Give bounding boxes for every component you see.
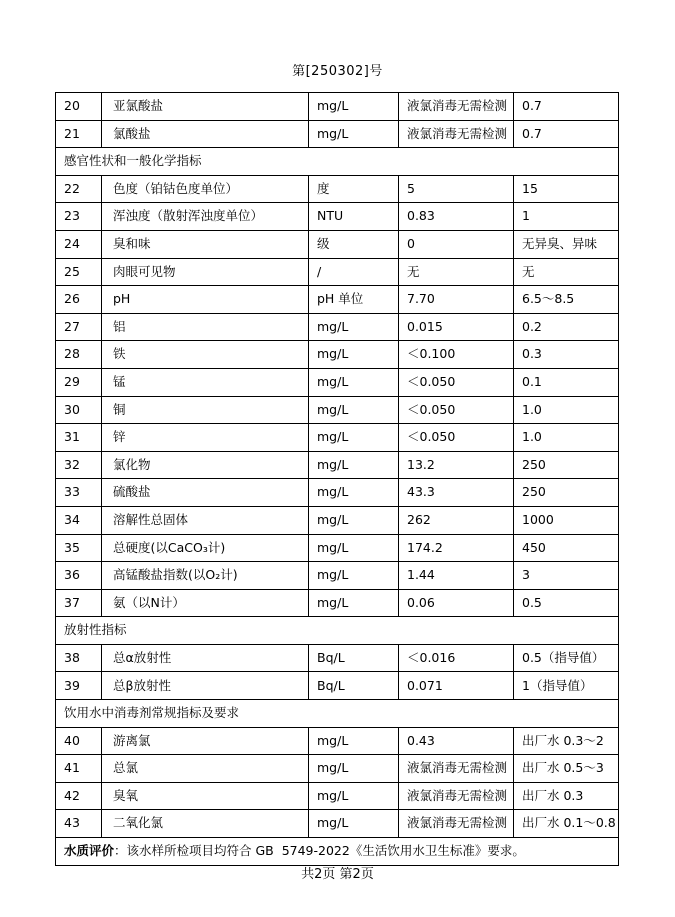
- table-row: [56, 203, 619, 231]
- table-row: [56, 755, 619, 783]
- row-number-cell: 43: [56, 810, 102, 838]
- result-value-cell: 174.2: [399, 534, 514, 562]
- standard-limit-cell: 250: [514, 479, 619, 507]
- row-number-cell: 27: [56, 313, 102, 341]
- row-number-cell: 40: [56, 727, 102, 755]
- indicator-name-cell: 溶解性总固体: [102, 506, 309, 534]
- row-number-cell: 42: [56, 782, 102, 810]
- section-title: 放射性指标: [56, 617, 619, 645]
- page-footer: 共2页 第2页: [301, 867, 374, 882]
- standard-limit-cell: 6.5～8.5: [514, 286, 619, 314]
- standard-limit-cell: 无: [514, 258, 619, 286]
- row-number-cell: 22: [56, 175, 102, 203]
- indicator-name-cell: 硫酸盐: [102, 479, 309, 507]
- row-number-cell: 36: [56, 562, 102, 590]
- standard-limit-cell: 无异臭、异味: [514, 230, 619, 258]
- row-number-cell: 31: [56, 424, 102, 452]
- indicator-name-cell: 氯化物: [102, 451, 309, 479]
- standard-limit-cell: 1.0: [514, 396, 619, 424]
- standard-limit-cell: 出厂水 0.5～3: [514, 755, 619, 783]
- section-header-row: [56, 700, 619, 728]
- unit-cell: mg/L: [309, 589, 399, 617]
- unit-cell: mg/L: [309, 93, 399, 121]
- table-row: [56, 589, 619, 617]
- indicator-name-cell: 锌: [102, 424, 309, 452]
- result-value-cell: ＜0.016: [399, 644, 514, 672]
- standard-limit-cell: 0.7: [514, 93, 619, 121]
- unit-cell: mg/L: [309, 810, 399, 838]
- row-number-cell: 32: [56, 451, 102, 479]
- result-value-cell: 5: [399, 175, 514, 203]
- standard-limit-cell: 0.3: [514, 341, 619, 369]
- table-row: [56, 341, 619, 369]
- unit-cell: 度: [309, 175, 399, 203]
- table-row: [56, 313, 619, 341]
- row-number-cell: 38: [56, 644, 102, 672]
- indicator-name-cell: 氨（以N计）: [102, 589, 309, 617]
- unit-cell: mg/L: [309, 313, 399, 341]
- table-row: [56, 286, 619, 314]
- row-number-cell: 21: [56, 120, 102, 148]
- result-value-cell: ＜0.050: [399, 424, 514, 452]
- indicator-name-cell: 总β放射性: [102, 672, 309, 700]
- standard-limit-cell: 0.1: [514, 368, 619, 396]
- indicator-name-cell: 浑浊度（散射浑浊度单位）: [102, 203, 309, 231]
- unit-cell: mg/L: [309, 562, 399, 590]
- result-value-cell: ＜0.050: [399, 368, 514, 396]
- indicator-name-cell: 色度（铂钴色度单位）: [102, 175, 309, 203]
- row-number-cell: 39: [56, 672, 102, 700]
- row-number-cell: 37: [56, 589, 102, 617]
- standard-limit-cell: 250: [514, 451, 619, 479]
- result-value-cell: 13.2: [399, 451, 514, 479]
- result-value-cell: 液氯消毒无需检测: [399, 810, 514, 838]
- table-row: [56, 672, 619, 700]
- water-quality-table-body: [56, 93, 619, 866]
- row-number-cell: 20: [56, 93, 102, 121]
- unit-cell: mg/L: [309, 424, 399, 452]
- standard-limit-cell: 1000: [514, 506, 619, 534]
- section-title: 饮用水中消毒剂常规指标及要求: [56, 700, 619, 728]
- doc-number: 第[250302]号: [292, 64, 383, 79]
- result-value-cell: 0.015: [399, 313, 514, 341]
- result-value-cell: 液氯消毒无需检测: [399, 755, 514, 783]
- unit-cell: mg/L: [309, 534, 399, 562]
- table-row: [56, 644, 619, 672]
- result-value-cell: 液氯消毒无需检测: [399, 120, 514, 148]
- table-row: [56, 368, 619, 396]
- standard-limit-cell: 1.0: [514, 424, 619, 452]
- indicator-name-cell: 臭氧: [102, 782, 309, 810]
- unit-cell: mg/L: [309, 396, 399, 424]
- indicator-name-cell: pH: [102, 286, 309, 314]
- table-row: [56, 424, 619, 452]
- standard-limit-cell: 1: [514, 203, 619, 231]
- table-row: [56, 727, 619, 755]
- table-row: [56, 479, 619, 507]
- indicator-name-cell: 亚氯酸盐: [102, 93, 309, 121]
- table-row: [56, 451, 619, 479]
- table-row: [56, 93, 619, 121]
- indicator-name-cell: 总α放射性: [102, 644, 309, 672]
- table-row: [56, 396, 619, 424]
- unit-cell: mg/L: [309, 479, 399, 507]
- table-row: [56, 230, 619, 258]
- unit-cell: mg/L: [309, 727, 399, 755]
- standard-limit-cell: 450: [514, 534, 619, 562]
- result-value-cell: 液氯消毒无需检测: [399, 782, 514, 810]
- evaluation-row: [56, 838, 619, 866]
- indicator-name-cell: 总硬度(以CaCO₃计): [102, 534, 309, 562]
- standard-limit-cell: 15: [514, 175, 619, 203]
- section-header-row: [56, 617, 619, 645]
- standard-limit-cell: 1（指导值）: [514, 672, 619, 700]
- row-number-cell: 23: [56, 203, 102, 231]
- indicator-name-cell: 二氧化氯: [102, 810, 309, 838]
- unit-cell: mg/L: [309, 755, 399, 783]
- result-value-cell: 0.06: [399, 589, 514, 617]
- unit-cell: mg/L: [309, 368, 399, 396]
- result-value-cell: 0.43: [399, 727, 514, 755]
- row-number-cell: 24: [56, 230, 102, 258]
- row-number-cell: 41: [56, 755, 102, 783]
- table-row: [56, 782, 619, 810]
- row-number-cell: 26: [56, 286, 102, 314]
- result-value-cell: 7.70: [399, 286, 514, 314]
- row-number-cell: 25: [56, 258, 102, 286]
- unit-cell: mg/L: [309, 782, 399, 810]
- result-value-cell: 43.3: [399, 479, 514, 507]
- standard-limit-cell: 0.7: [514, 120, 619, 148]
- table-row: [56, 120, 619, 148]
- result-value-cell: ＜0.100: [399, 341, 514, 369]
- indicator-name-cell: 铁: [102, 341, 309, 369]
- indicator-name-cell: 总氯: [102, 755, 309, 783]
- evaluation-cell: [56, 838, 619, 866]
- result-value-cell: 0: [399, 230, 514, 258]
- evaluation-label: 水质评价: [64, 843, 115, 859]
- indicator-name-cell: 铝: [102, 313, 309, 341]
- standard-limit-cell: 出厂水 0.3: [514, 782, 619, 810]
- unit-cell: mg/L: [309, 506, 399, 534]
- unit-cell: mg/L: [309, 120, 399, 148]
- indicator-name-cell: 氯酸盐: [102, 120, 309, 148]
- row-number-cell: 28: [56, 341, 102, 369]
- table-row: [56, 506, 619, 534]
- evaluation-text: ：该水样所检项目均符合 GB 5749-2022《生活饮用水卫生标准》要求。: [114, 843, 525, 859]
- water-quality-table: [55, 92, 619, 866]
- unit-cell: Bq/L: [309, 672, 399, 700]
- result-value-cell: 无: [399, 258, 514, 286]
- row-number-cell: 30: [56, 396, 102, 424]
- indicator-name-cell: 臭和味: [102, 230, 309, 258]
- unit-cell: Bq/L: [309, 644, 399, 672]
- table-row: [56, 534, 619, 562]
- standard-limit-cell: 0.5（指导值）: [514, 644, 619, 672]
- table-row: [56, 810, 619, 838]
- table-row: [56, 258, 619, 286]
- indicator-name-cell: 铜: [102, 396, 309, 424]
- indicator-name-cell: 肉眼可见物: [102, 258, 309, 286]
- unit-cell: mg/L: [309, 341, 399, 369]
- result-value-cell: 液氯消毒无需检测: [399, 93, 514, 121]
- table-row: [56, 175, 619, 203]
- result-value-cell: 0.83: [399, 203, 514, 231]
- standard-limit-cell: 出厂水 0.3～2: [514, 727, 619, 755]
- unit-cell: NTU: [309, 203, 399, 231]
- section-title: 感官性状和一般化学指标: [56, 148, 619, 176]
- indicator-name-cell: 锰: [102, 368, 309, 396]
- row-number-cell: 33: [56, 479, 102, 507]
- unit-cell: 级: [309, 230, 399, 258]
- result-value-cell: 0.071: [399, 672, 514, 700]
- table-row: [56, 562, 619, 590]
- result-value-cell: 262: [399, 506, 514, 534]
- indicator-name-cell: 高锰酸盐指数(以O₂计): [102, 562, 309, 590]
- section-header-row: [56, 148, 619, 176]
- row-number-cell: 29: [56, 368, 102, 396]
- standard-limit-cell: 3: [514, 562, 619, 590]
- result-value-cell: 1.44: [399, 562, 514, 590]
- row-number-cell: 34: [56, 506, 102, 534]
- standard-limit-cell: 出厂水 0.1～0.8: [514, 810, 619, 838]
- result-value-cell: ＜0.050: [399, 396, 514, 424]
- unit-cell: pH 单位: [309, 286, 399, 314]
- unit-cell: /: [309, 258, 399, 286]
- standard-limit-cell: 0.2: [514, 313, 619, 341]
- unit-cell: mg/L: [309, 451, 399, 479]
- standard-limit-cell: 0.5: [514, 589, 619, 617]
- row-number-cell: 35: [56, 534, 102, 562]
- indicator-name-cell: 游离氯: [102, 727, 309, 755]
